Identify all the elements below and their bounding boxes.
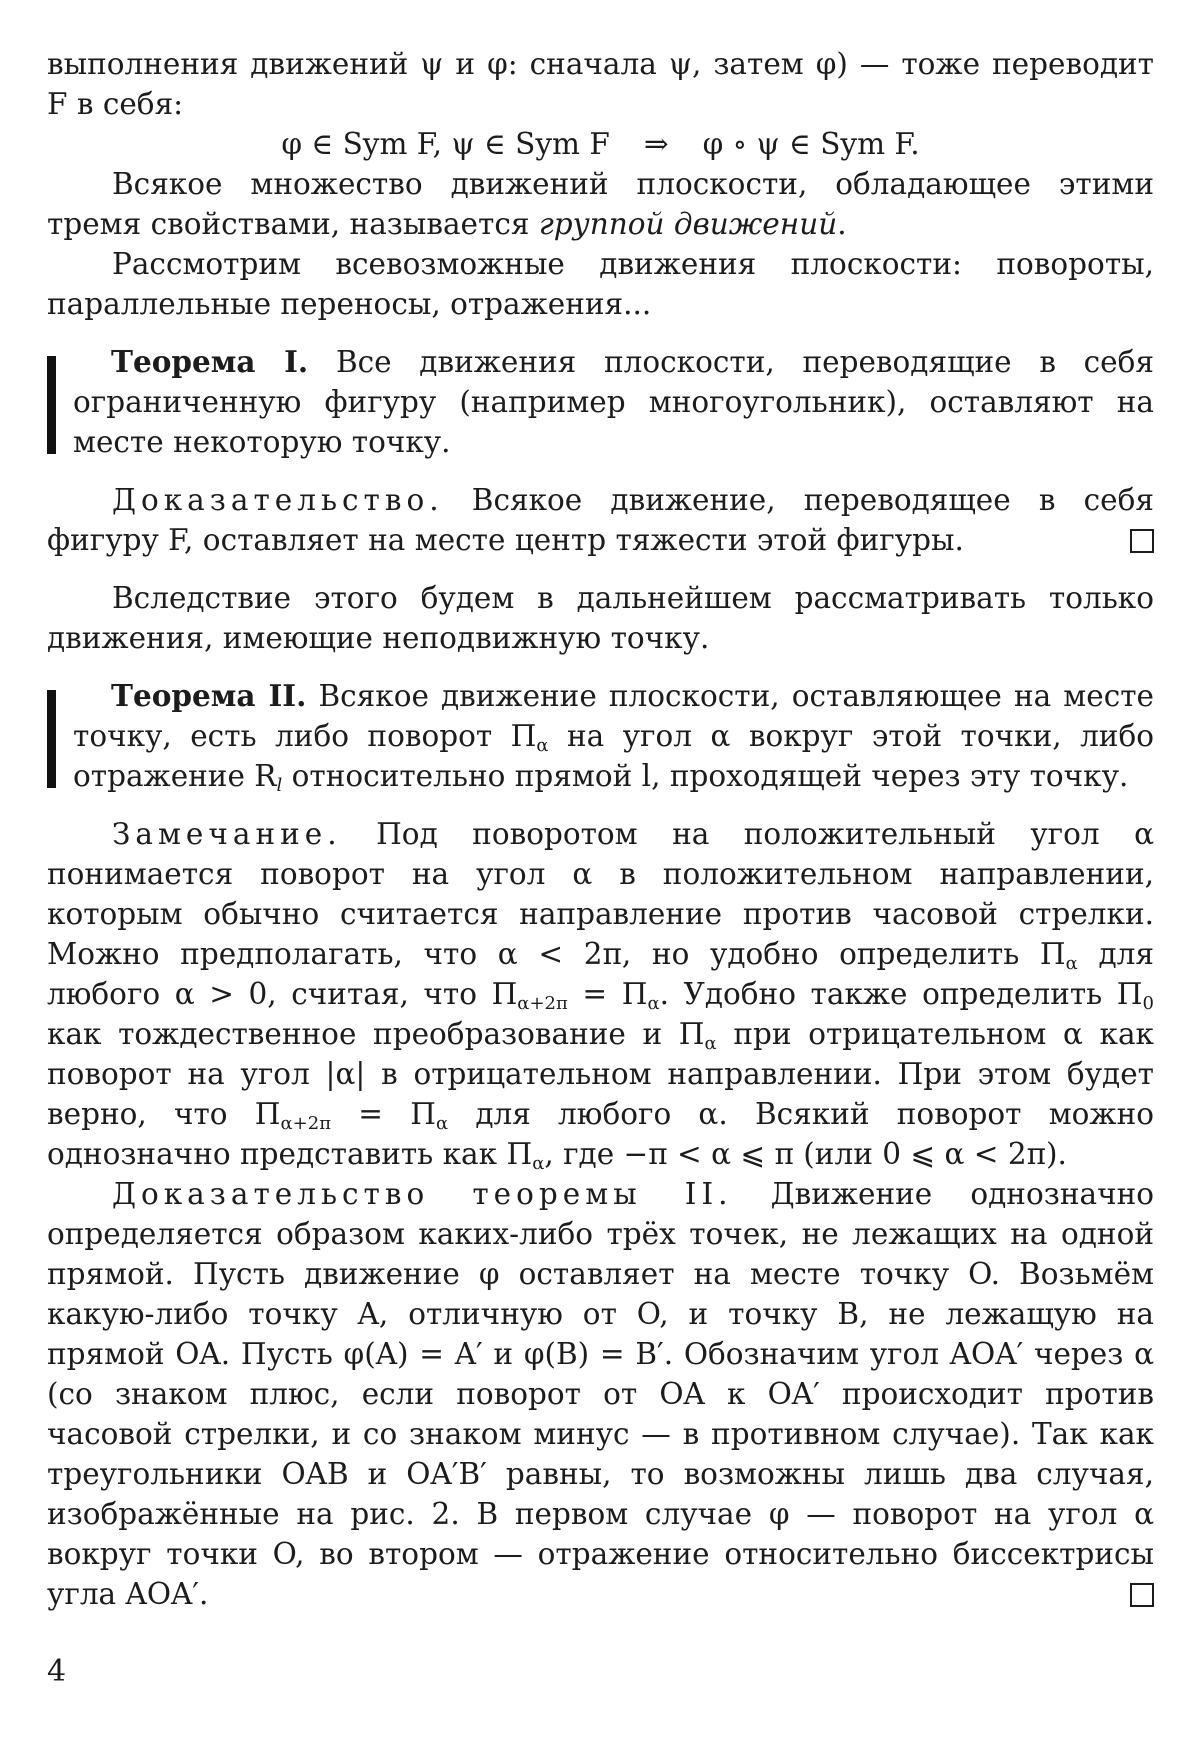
theorem-1: Теорема I. Все движения плоскости, переводящие в себя ограниченную фигуру (например многоугольник), оставляют на месте некоторую точку.: [73, 342, 1154, 462]
paragraph-motions: Рассмотрим всевозможные движения плоскости: повороты, параллельные переносы, отражения...: [47, 244, 1154, 324]
proof-1: Доказательство. Всякое движение, переводящее в себя фигуру F, оставляет на месте центр тяжести этой фигуры.: [47, 480, 1154, 560]
formula-arrow: ⇒: [644, 127, 669, 161]
remark: Замечание. Под поворотом на положительный угол α понимается поворот на угол α в положительном направлении, которым обычно считается направление против часовой стрелки. Можно предполагать, что α < 2π, но удобно определить Πα для любого α > 0, считая, что Πα+2π = Πα. Удобно также определить Π0 как тождественное преобразование и Πα при отрицательном α как поворот на угол |α| в отрицательном направлении. При этом будет верно, что Πα+2π = Πα для любого α. Всякий поворот можно однозначно представить как Πα, где −π < α ⩽ π (или 0 ⩽ α < 2π).: [47, 814, 1154, 1174]
formula-group-closure: [47, 124, 1154, 164]
remark-label: Замечание.: [112, 817, 342, 851]
theorem-1-label: Теорема I.: [111, 344, 308, 379]
formula-part-2: ψ ∈ Sym F: [451, 127, 609, 161]
theorem-2-block: [47, 676, 1154, 796]
formula-part-1: φ ∈ Sym F,: [281, 127, 442, 161]
formula-part-3: φ ∘ ψ ∈ Sym F.: [703, 127, 920, 161]
proof-2: Доказательство теоремы II. Движение однозначно определяется образом каких-либо трёх точек, не лежащих на одной прямой. Пусть движение φ оставляет на месте точку O. Возьмём какую-либо точку A, отличную от O, и точку B, не лежащую на прямой OA. Пусть φ(A) = A′ и φ(B) = B′. Обозначим угол AOA′ через α (со знаком плюс, если поворот от OA к OA′ происходит против часовой стрелки, и со знаком минус — в противном случае). Так как треугольники OAB и OA′B′ равны, то возможны лишь два случая, изображённые на рис. 2. В первом случае φ — поворот на угол α вокруг точки O, во втором — отражение относительно биссектрисы угла AOA′.: [47, 1174, 1154, 1614]
paragraph-fixed-point: Вследствие этого будем в дальнейшем рассматривать только движения, имеющие неподвижную точку.: [47, 578, 1154, 658]
theorem-1-bar: [47, 356, 56, 454]
page-number: 4: [47, 1652, 66, 1692]
theorem-2: Теорема II. Всякое движение плоскости, оставляющее на месте точку, есть либо поворот Πα на угол α вокруг этой точки, либо отражение Rl относительно прямой l, проходящей через эту точку.: [73, 676, 1154, 796]
proof-2-label: Доказательство теоремы II.: [112, 1177, 732, 1211]
theorem-1-block: [47, 342, 1154, 462]
proof-1-label: Доказательство.: [112, 483, 444, 517]
book-page: [0, 0, 1200, 1737]
qed-square-icon: [1130, 1583, 1154, 1607]
paragraph-group-definition: Всякое множество движений плоскости, обладающее этими тремя свойствами, называется группой движений.: [47, 164, 1154, 244]
theorem-2-label: Теорема II.: [111, 678, 306, 713]
theorem-2-bar: [47, 690, 56, 788]
term-group-of-motions: группой движений: [539, 207, 837, 241]
paragraph-intro: выполнения движений ψ и φ: сначала ψ, затем φ) — тоже переводит F в себя:: [47, 44, 1154, 124]
qed-square-icon: [1130, 529, 1154, 553]
